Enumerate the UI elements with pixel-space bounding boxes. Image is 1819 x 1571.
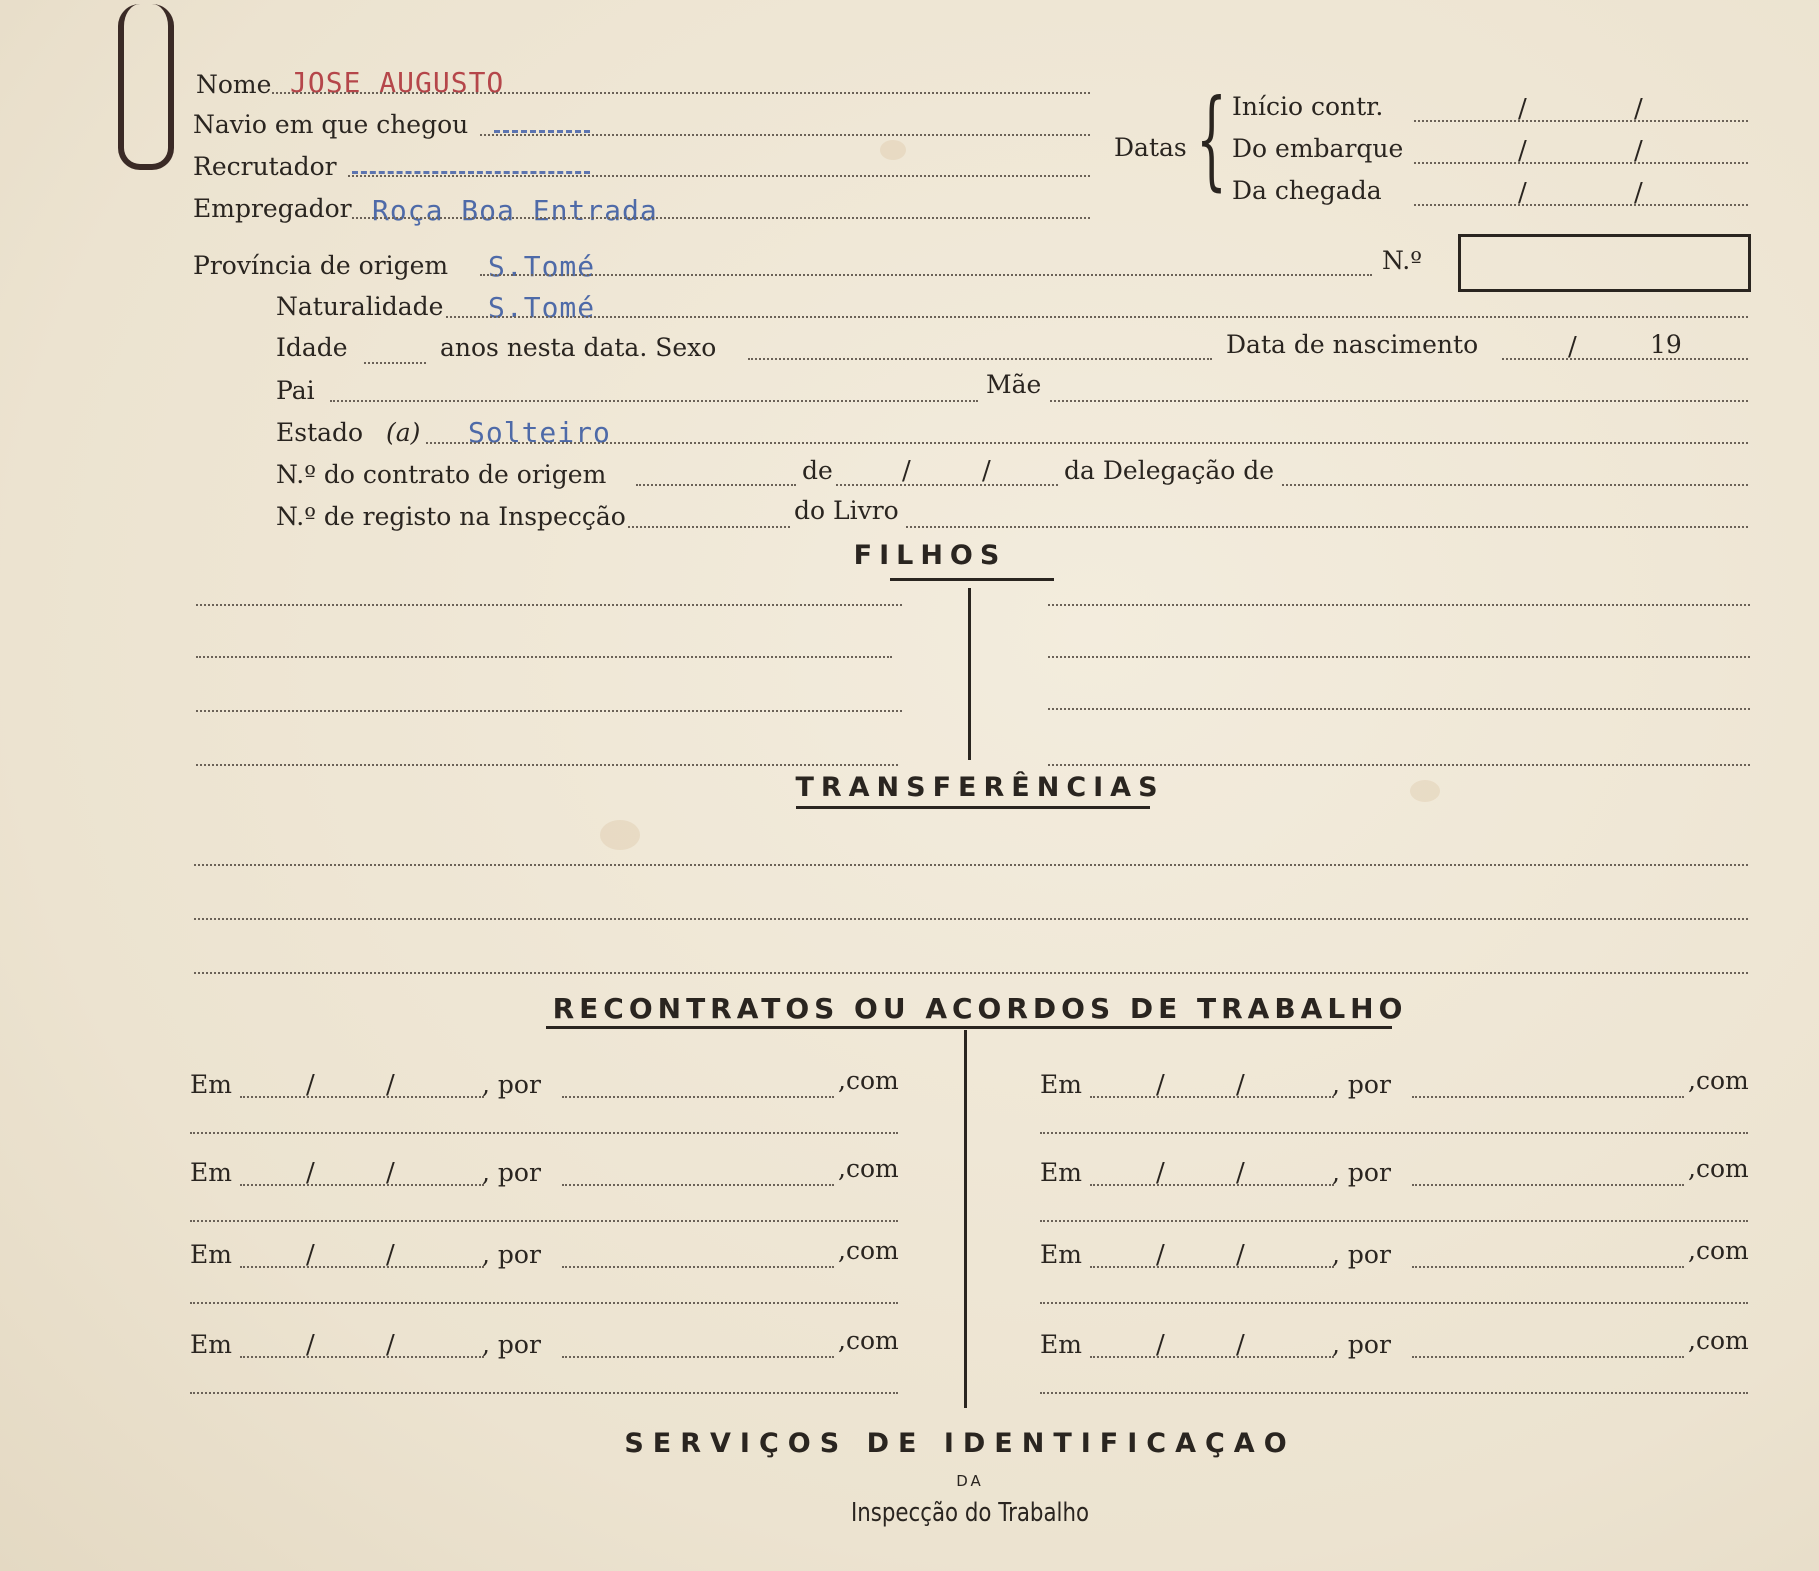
date-slash: / (1156, 1158, 1165, 1188)
filhos-line[interactable] (196, 604, 902, 606)
filhos-line[interactable] (1048, 764, 1750, 766)
pai-label: Pai (276, 376, 315, 405)
recontrato-detail-line[interactable] (1040, 1220, 1748, 1222)
date-slash: / (1518, 178, 1527, 208)
navio-dash (494, 130, 590, 133)
date-slash: / (902, 456, 911, 486)
datas-inicio-line[interactable] (1414, 120, 1748, 122)
estado-suffix: (a) (386, 418, 421, 447)
recontrato-por-line[interactable] (1412, 1356, 1684, 1358)
recontrato-por-label: , por (482, 1330, 541, 1359)
footer-title: SERVIÇOS DE IDENTIFICAÇAO (624, 1428, 1296, 1459)
recontratos-heading: RECONTRATOS OU ACORDOS DE TRABALHO (552, 992, 1408, 1025)
recontrato-em-label: Em (190, 1240, 232, 1269)
paper-stain (600, 820, 640, 850)
recontrato-date-line[interactable] (1090, 1096, 1334, 1098)
recontrato-por-line[interactable] (1412, 1096, 1684, 1098)
date-slash: / (1634, 94, 1643, 124)
filhos-line[interactable] (196, 710, 902, 712)
date-slash: / (306, 1240, 315, 1270)
nascimento-label: Data de nascimento (1226, 330, 1479, 359)
datas-chegada-label: Da chegada (1232, 176, 1382, 205)
nascimento-year-prefix: 19 (1650, 330, 1682, 359)
datas-inicio-label: Início contr. (1232, 92, 1384, 121)
nome-label: Nome (196, 70, 272, 99)
nome-value[interactable]: JOSE AUGUSTO (290, 66, 505, 99)
recontrato-detail-line[interactable] (1040, 1392, 1748, 1394)
filhos-heading: FILHOS (853, 540, 1007, 571)
recontrato-date-line[interactable] (240, 1096, 484, 1098)
recontrato-date-line[interactable] (1090, 1356, 1334, 1358)
filhos-line[interactable] (196, 764, 898, 766)
estado-line (426, 442, 1748, 444)
transferencias-underline (796, 806, 1150, 809)
date-slash: / (1156, 1070, 1165, 1100)
footer-da: DA (956, 1472, 984, 1490)
recontrato-em-label: Em (1040, 1158, 1082, 1187)
date-slash: / (306, 1330, 315, 1360)
datas-embarque-line[interactable] (1414, 162, 1748, 164)
nome-line (272, 92, 1090, 94)
contrato-date-line[interactable] (836, 484, 1058, 486)
paper-stain (880, 140, 906, 160)
filhos-divider (968, 588, 971, 760)
empregador-line (352, 217, 1090, 219)
empregador-label: Empregador (193, 194, 352, 223)
filhos-line[interactable] (1048, 708, 1750, 710)
date-slash: / (982, 456, 991, 486)
naturalidade-line (446, 316, 1748, 318)
sexo-line[interactable] (748, 358, 1212, 360)
contrato-line[interactable] (636, 484, 796, 486)
recontrato-por-label: , por (482, 1240, 541, 1269)
provincia-value[interactable]: S.Tomé (488, 250, 596, 283)
recontrato-por-label: , por (482, 1070, 541, 1099)
recontrato-detail-line[interactable] (190, 1220, 898, 1222)
recontrato-por-line[interactable] (562, 1096, 834, 1098)
recontrato-por-line[interactable] (1412, 1266, 1684, 1268)
recontrato-em-label: Em (190, 1070, 232, 1099)
recontrato-por-line[interactable] (1412, 1184, 1684, 1186)
recontrato-date-line[interactable] (1090, 1266, 1334, 1268)
numero-box[interactable] (1458, 234, 1751, 292)
recontrato-em-label: Em (1040, 1330, 1082, 1359)
paper-clip-icon (118, 4, 174, 170)
recontrato-date-line[interactable] (240, 1356, 484, 1358)
recontrato-por-label: , por (482, 1158, 541, 1187)
recontrato-por-label: , por (1332, 1070, 1391, 1099)
recontrato-detail-line[interactable] (190, 1392, 898, 1394)
date-slash: / (386, 1070, 395, 1100)
recontrato-detail-line[interactable] (1040, 1302, 1748, 1304)
naturalidade-label: Naturalidade (276, 292, 444, 321)
recontrato-em-label: Em (1040, 1240, 1082, 1269)
transferencias-line[interactable] (194, 864, 1748, 866)
recontrato-em-label: Em (190, 1158, 232, 1187)
livro-line[interactable] (906, 526, 1748, 528)
contrato-label: N.º do contrato de origem (276, 460, 607, 489)
recontrato-por-line[interactable] (562, 1266, 834, 1268)
pai-line[interactable] (330, 400, 978, 402)
filhos-line[interactable] (196, 656, 892, 658)
date-slash: / (1156, 1330, 1165, 1360)
datas-label: Datas (1114, 133, 1187, 162)
filhos-underline (890, 578, 1054, 581)
filhos-line[interactable] (1048, 604, 1750, 606)
recontrato-com-label: ,com (838, 1326, 899, 1355)
mae-label: Mãe (986, 370, 1042, 399)
delegacao-label: da Delegação de (1064, 456, 1275, 485)
recontrato-date-line[interactable] (240, 1266, 484, 1268)
recontrato-com-label: ,com (1688, 1154, 1749, 1183)
date-slash: / (1568, 332, 1577, 362)
date-slash: / (306, 1158, 315, 1188)
recontrato-por-label: , por (1332, 1158, 1391, 1187)
recrutador-label: Recrutador (193, 152, 337, 181)
transferencias-heading: TRANSFERÊNCIAS (795, 772, 1165, 803)
navio-label: Navio em que chegou (193, 110, 469, 139)
mae-line[interactable] (1050, 400, 1748, 402)
recontratos-divider (964, 1030, 967, 1408)
idade-label: Idade (276, 333, 348, 362)
date-slash: / (386, 1158, 395, 1188)
idade-line[interactable] (364, 362, 426, 364)
footer-subtitle: Inspecção do Trabalho (850, 1498, 1090, 1528)
recontrato-detail-line[interactable] (190, 1132, 898, 1134)
paper-stain (1410, 780, 1440, 802)
recontrato-com-label: ,com (838, 1066, 899, 1095)
recontrato-em-label: Em (1040, 1070, 1082, 1099)
recontrato-detail-line[interactable] (190, 1302, 898, 1304)
recrutador-dash (352, 171, 590, 174)
recontrato-com-label: ,com (838, 1236, 899, 1265)
date-slash: / (1156, 1240, 1165, 1270)
date-slash: / (1518, 136, 1527, 166)
recontrato-por-label: , por (1332, 1330, 1391, 1359)
recrutador-line[interactable] (348, 175, 1090, 177)
recontrato-com-label: ,com (1688, 1326, 1749, 1355)
date-slash: / (1236, 1070, 1245, 1100)
date-slash: / (386, 1330, 395, 1360)
recontrato-com-label: ,com (1688, 1236, 1749, 1265)
datas-chegada-line[interactable] (1414, 204, 1748, 206)
estado-label: Estado (276, 418, 364, 447)
datas-embarque-label: Do embarque (1232, 134, 1404, 163)
numero-label: N.º (1382, 246, 1422, 275)
provincia-label: Província de origem (193, 251, 449, 280)
recontrato-com-label: ,com (1688, 1066, 1749, 1095)
recontratos-underline (546, 1026, 1392, 1029)
delegacao-line[interactable] (1282, 484, 1748, 486)
date-slash: / (1518, 94, 1527, 124)
date-slash: / (1634, 178, 1643, 208)
recontrato-detail-line[interactable] (1040, 1132, 1748, 1134)
provincia-line (480, 274, 1372, 276)
date-slash: / (1236, 1240, 1245, 1270)
recontrato-por-label: , por (1332, 1240, 1391, 1269)
filhos-line[interactable] (1048, 656, 1750, 658)
date-slash: / (386, 1240, 395, 1270)
registo-label: N.º de registo na Inspecção (276, 502, 626, 531)
recontrato-em-label: Em (190, 1330, 232, 1359)
recontrato-date-line[interactable] (240, 1184, 484, 1186)
contrato-de-label: de (802, 456, 833, 485)
date-slash: / (1236, 1158, 1245, 1188)
date-slash: / (1236, 1330, 1245, 1360)
livro-label: do Livro (794, 496, 899, 525)
recontrato-por-line[interactable] (562, 1356, 834, 1358)
registo-line[interactable] (628, 526, 790, 528)
transferencias-line[interactable] (194, 918, 1748, 920)
recontrato-date-line[interactable] (1090, 1184, 1334, 1186)
date-slash: / (306, 1070, 315, 1100)
brace-icon: { (1196, 77, 1227, 202)
transferencias-line[interactable] (194, 972, 1748, 974)
estado-value[interactable]: Solteiro (468, 416, 611, 449)
navio-line[interactable] (480, 134, 1090, 136)
anos-sexo-label: anos nesta data. Sexo (440, 333, 717, 362)
nascimento-line[interactable] (1502, 358, 1748, 360)
naturalidade-value[interactable]: S.Tomé (488, 291, 596, 324)
empregador-value[interactable]: Roça Boa Entrada (372, 194, 658, 227)
recontrato-com-label: ,com (838, 1154, 899, 1183)
date-slash: / (1634, 136, 1643, 166)
recontrato-por-line[interactable] (562, 1184, 834, 1186)
